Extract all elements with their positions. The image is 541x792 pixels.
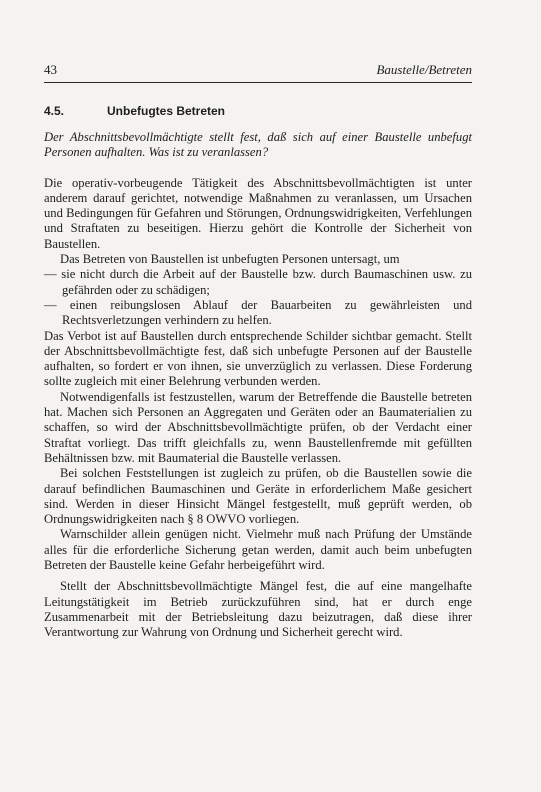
page-number: 43 xyxy=(44,62,57,77)
paragraph-signs: Das Verbot ist auf Baustellen durch entsprechende Schilder sichtbar gemacht. Stellt der Abschnittsbevollmächtigte fest, daß sich unbefugte Personen auf der Baustelle aufhalten, so fordert er von ihnen, sie unverzüglich zu verlassen. Diese Forderung sollte zugleich mit einer Belehrung verbunden werden. xyxy=(44,328,472,389)
list-item-workflow: — einen reibungslosen Ablauf der Bauarbeiten zu gewährleisten und Rechtsverletzungen verhindern zu helfen. xyxy=(44,297,472,328)
page-body xyxy=(44,130,472,641)
page-header xyxy=(44,58,472,83)
running-title: Baustelle/Betreten xyxy=(376,62,472,77)
section-heading xyxy=(44,104,225,118)
section-number: 4.5. xyxy=(44,104,65,118)
paragraph-intro: Die operativ-vorbeugende Tätigkeit des Abschnittsbevollmächtigten ist unter anderem darauf gerichtet, notwendige Maßnahmen zu veranlassen, um Ursachen und Bedingungen für Gefahren und Störungen, Ordnungswidrigkeiten, Verfehlungen und Straftaten zu beseitigen. Hierzu gehört die Kontrolle der Sicherheit von Baustellen. xyxy=(44,175,472,251)
list-item-endanger: — sie nicht durch die Arbeit auf der Baustelle bzw. durch Baumaschinen usw. zu gefährden oder zu schädigen; xyxy=(44,267,472,297)
paragraph-reason: Notwendigenfalls ist festzustellen, warum der Betreffende die Baustelle betreten hat. Machen sich Personen an Aggregaten und Geräten oder an Baumaterialien zu schaffen, so wird der Abschnittsbevollmächtigte prüfen, ob der Verdacht einer Straftat vorliegt. Das trifft gleichfalls zu, wenn Baustellenfremde mit gefüllten Behältnissen bzw. mit Baumaterial die Baustelle verlassen. xyxy=(44,389,472,465)
paragraph-warning-signs: Warnschilder allein genügen nicht. Vielmehr muß nach Prüfung der Umstände alles für die erforderliche Sicherung getan werden, damit auch beim unbefugten Betreten der Baustelle keine Gefahr herbeigeführt wird. xyxy=(44,527,472,573)
paragraph-management: Stellt der Abschnittsbevollmächtigte Mängel fest, die auf eine mangelhafte Leitungstätigkeit im Betrieb zurückzuführen sind, hat er durch enge Zusammenarbeit mit der Betriebsleitung dazu beizutragen, daß diese ihrer Verantwortung zur Wahrung von Ordnung und Sicherheit gerecht wird. xyxy=(44,579,472,640)
paragraph-security-check: Bei solchen Feststellungen ist zugleich zu prüfen, ob die Baustellen sowie die darauf befindlichen Baumaschinen und Geräte in erforderlichem Maße gesichert sind. Werden in dieser Hinsicht Mängel festgestellt, muß geprüft werden, ob Ordnungswidrigkeiten nach § 8 OWVO vorliegen. xyxy=(44,466,472,527)
paragraph-prohibition: Das Betreten von Baustellen ist unbefugten Personen untersagt, um xyxy=(60,252,400,267)
section-title: Unbefugtes Betreten xyxy=(107,104,226,118)
case-question: Der Abschnittsbevollmächtigte stellt fest, daß sich auf einer Baustelle unbefugt Personen aufhalten. Was ist zu veranlassen? xyxy=(44,130,472,160)
